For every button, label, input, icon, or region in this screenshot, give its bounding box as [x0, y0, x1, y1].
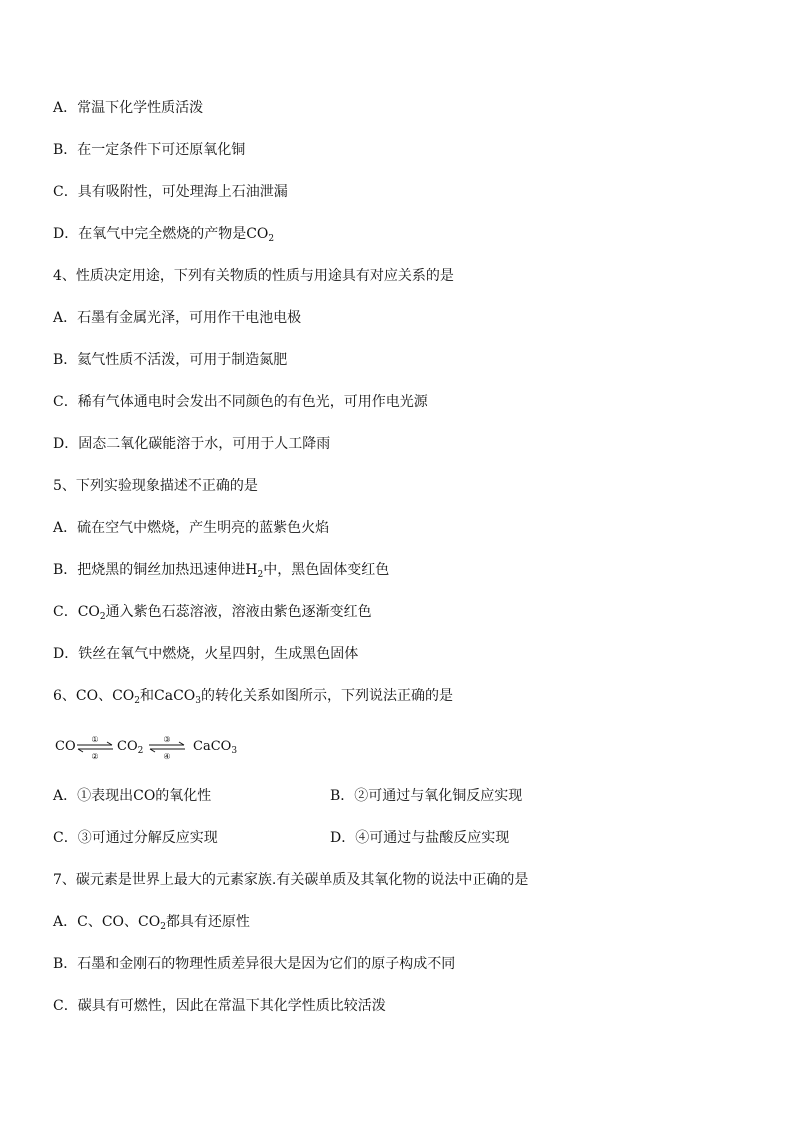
subscript: 2 — [160, 922, 166, 932]
q3-option-d-text: D．在氧气中完全燃烧的产物是CO — [53, 226, 269, 242]
q5-option-c-pre: C．CO — [53, 604, 100, 620]
subscript: 2 — [257, 570, 264, 580]
q5-stem: 5、下列实验现象描述不正确的是 — [53, 478, 258, 494]
q6-stem-p1: 6、CO、CO — [53, 688, 135, 704]
q5-option-a: A．硫在空气中燃烧，产生明亮的蓝紫色火焰 — [53, 520, 330, 536]
q5-option-c — [53, 602, 372, 622]
q3-option-c: C．具有吸附性，可处理海上石油泄漏 — [53, 184, 288, 200]
q5-option-b-pre: B．把烧黑的铜丝加热迅速伸进H — [53, 562, 258, 578]
q7-option-a-post: 都具有还原性 — [165, 914, 250, 930]
q7-option-a-pre: A．C、CO、CO — [53, 914, 161, 930]
arrow2-top-label: ③ — [163, 735, 171, 744]
q6-option-c: C．③可通过分解反应实现 — [53, 830, 218, 846]
subscript: 3 — [231, 746, 238, 756]
q4-option-a: A．石墨有金属光泽，可用作干电池电极 — [53, 310, 302, 326]
q4-option-d: D．固态二氧化碳能溶于水，可用于人工降雨 — [53, 436, 331, 452]
q7-stem: 7、碳元素是世界上最大的元素家族.有关碳单质及其氧化物的说法中正确的是 — [53, 872, 529, 888]
q5-option-d: D．铁丝在氧气中燃烧，火星四射，生成黑色固体 — [53, 646, 359, 662]
double-arrow-icon — [147, 734, 187, 760]
q6-option-d: D．④可通过与盐酸反应实现 — [330, 830, 510, 846]
q4-stem: 4、性质决定用途，下列有关物质的性质与用途具有对应关系的是 — [53, 268, 454, 284]
subscript: 2 — [99, 612, 106, 622]
scheme-caco3-text: CaCO — [193, 739, 232, 754]
q3-option-b: B．在一定条件下可还原氧化铜 — [53, 142, 246, 158]
q3-option-a: A．常温下化学性质活泼 — [53, 100, 204, 116]
subscript: 2 — [137, 746, 144, 756]
q6-stem — [53, 686, 453, 706]
scheme-co2 — [117, 739, 143, 754]
q6-option-b: B．②可通过与氧化铜反应实现 — [330, 788, 523, 804]
q5-option-b-post: 中，黑色固体变红色 — [263, 562, 390, 578]
scheme-co2-text: CO — [117, 739, 138, 754]
q6-stem-p3: 的转化关系如图所示，下列说法正确的是 — [201, 688, 454, 704]
q4-option-c: C．稀有气体通电时会发出不同颜色的有色光，可用作电光源 — [53, 394, 428, 410]
q7-option-a — [53, 912, 250, 932]
subscript: 3 — [195, 696, 202, 706]
q6-stem-p2: 和CaCO — [140, 688, 196, 704]
arrow1-top-label: ① — [91, 735, 99, 744]
conversion-scheme — [55, 734, 255, 760]
q6-option-a: A．①表现出CO的氧化性 — [53, 788, 212, 804]
q7-option-c: C．碳具有可燃性，因此在常温下其化学性质比较活泼 — [53, 998, 386, 1014]
q7-option-b: B．石墨和金刚石的物理性质差异很大是因为它们的原子构成不同 — [53, 956, 456, 972]
subscript: 2 — [134, 696, 141, 706]
arrow2-bottom-label: ④ — [163, 752, 171, 760]
q3-option-d — [53, 224, 274, 244]
scheme-caco3 — [193, 739, 237, 754]
subscript: 2 — [268, 234, 275, 244]
arrow1-bottom-label: ② — [91, 752, 99, 760]
double-arrow-icon — [75, 734, 115, 760]
q5-option-b — [53, 560, 389, 580]
scheme-co: CO — [55, 739, 76, 754]
q4-option-b: B．氦气性质不活泼，可用于制造氮肥 — [53, 352, 288, 368]
q5-option-c-post: 通入紫色石蕊溶液，溶液由紫色逐渐变红色 — [105, 604, 372, 620]
